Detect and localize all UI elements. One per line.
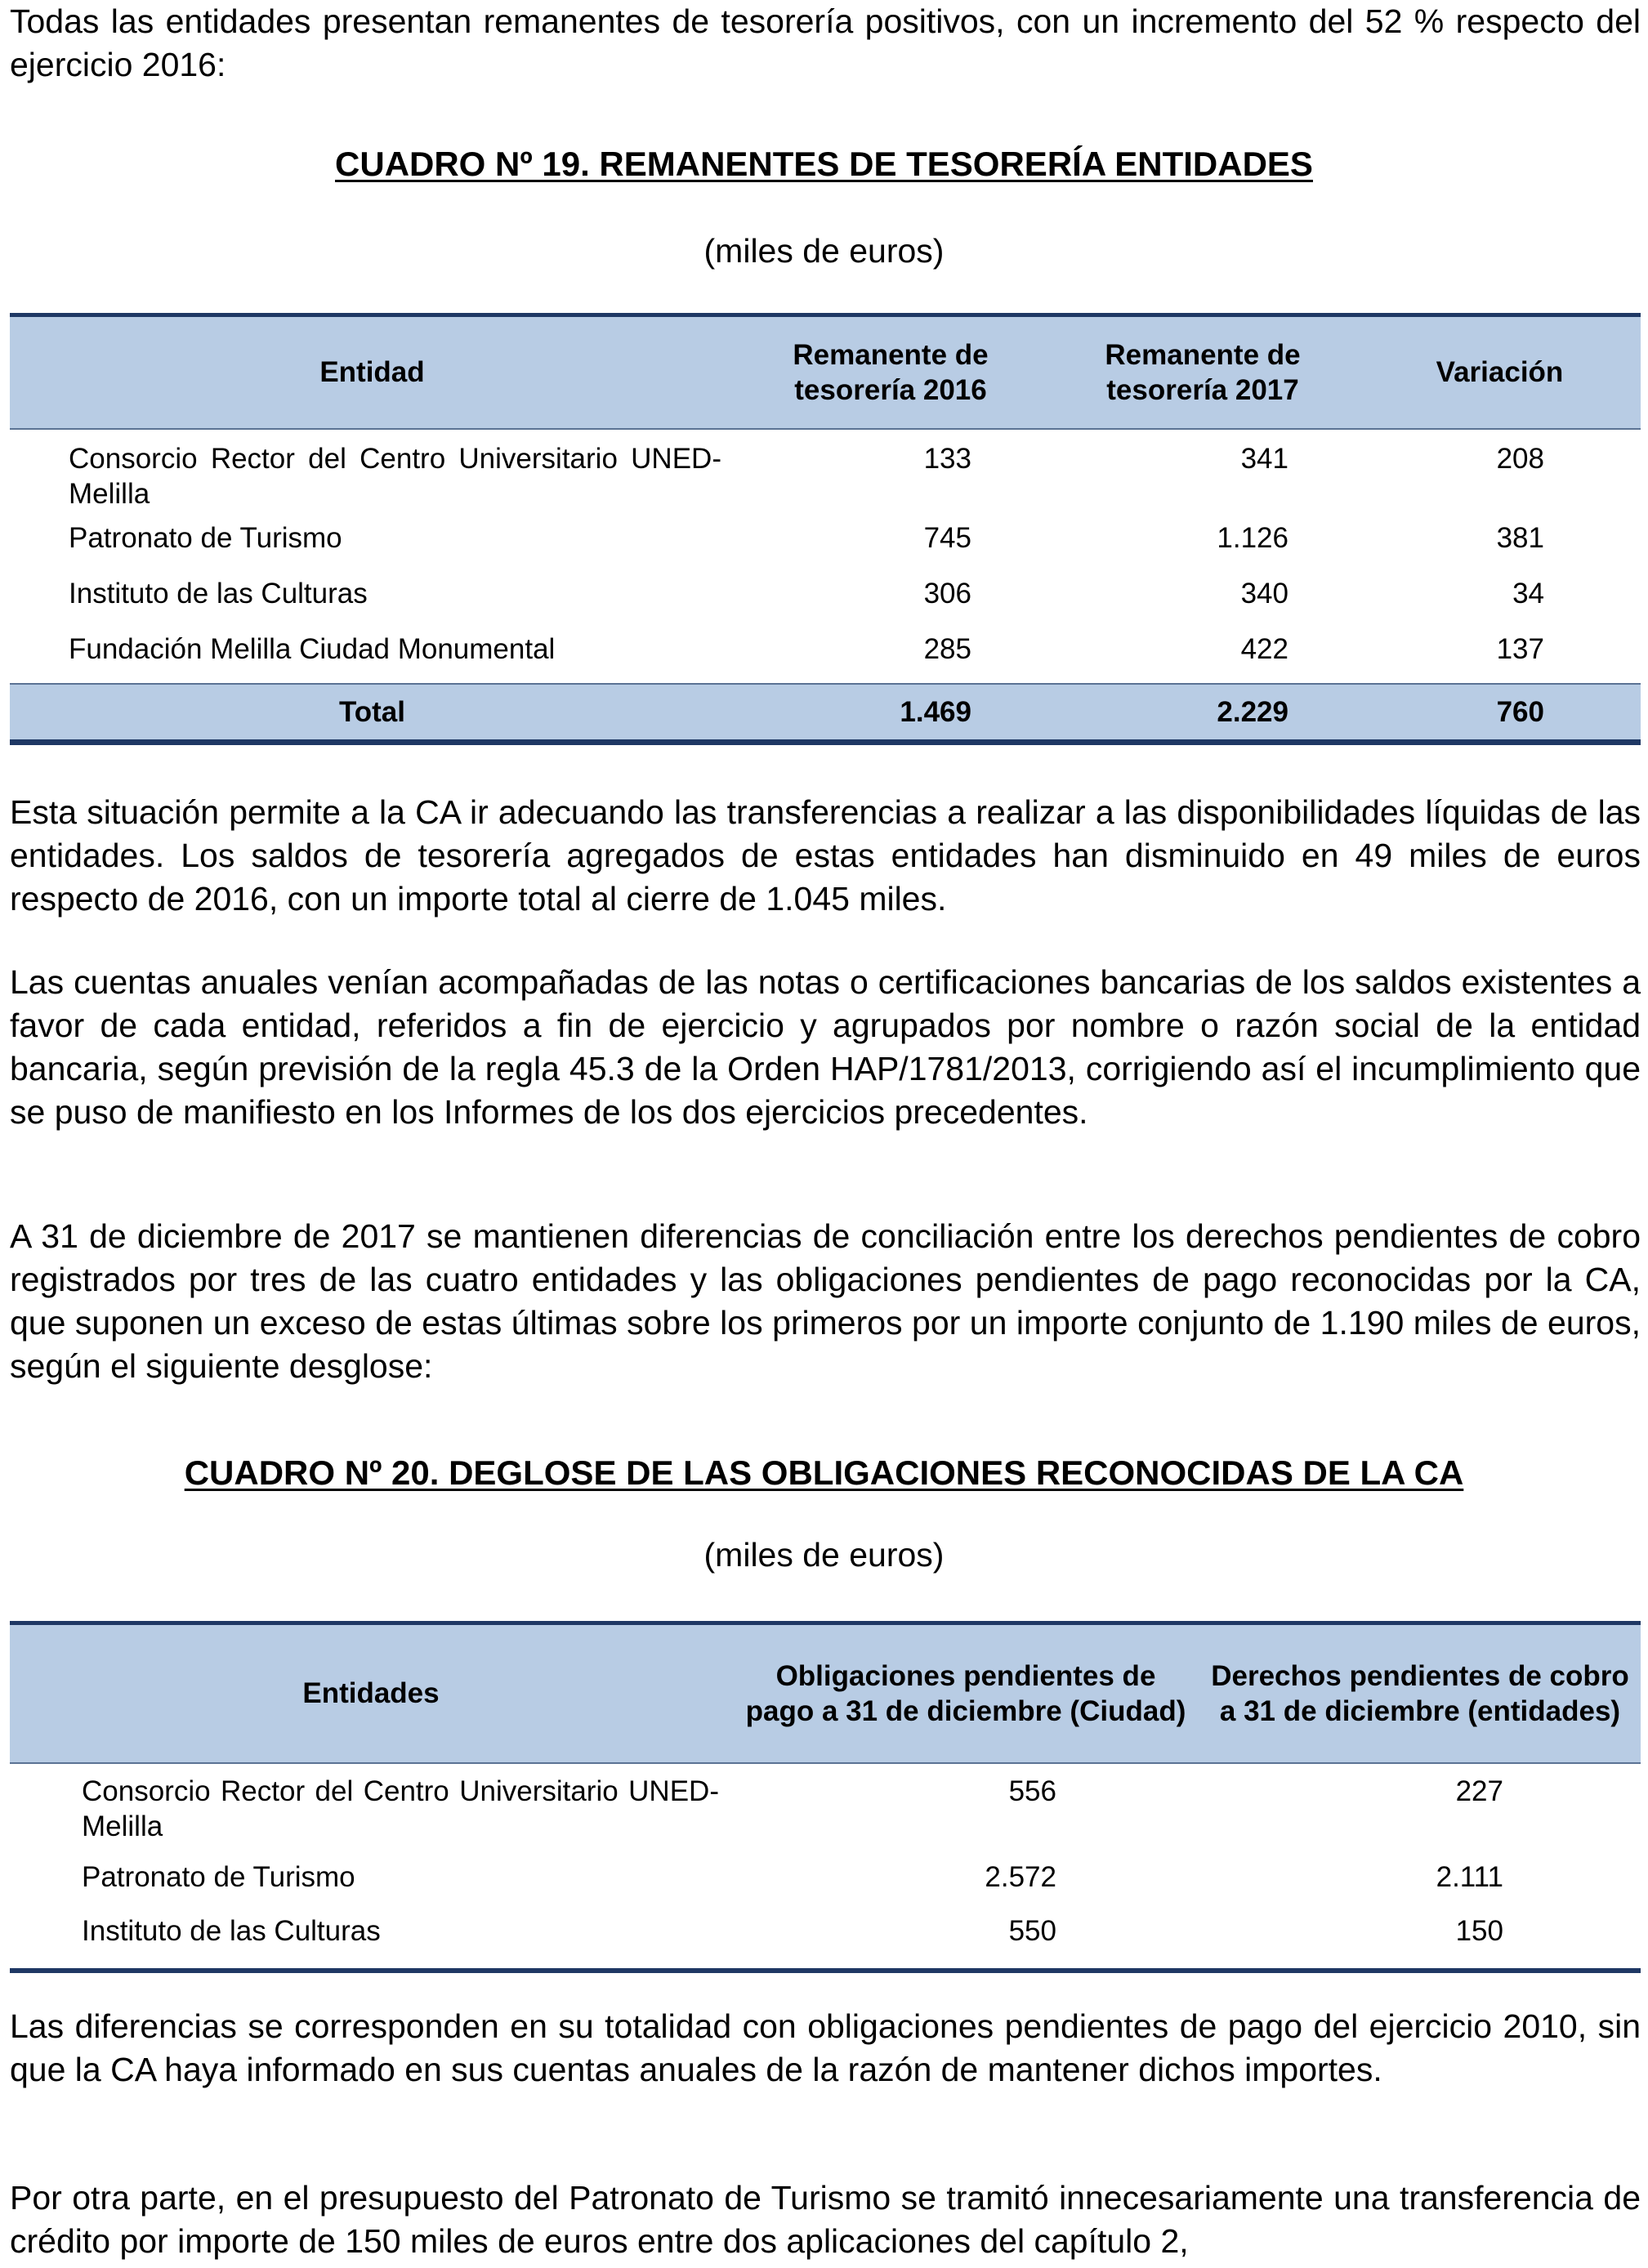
total-value: 2.229 <box>1047 684 1359 743</box>
table-20 <box>10 1621 1641 1973</box>
table-row <box>10 1855 1641 1910</box>
header-remanente-2017: Remanente de tesorería 2017 <box>1047 315 1359 429</box>
header-obligaciones-pendientes: Obligaciones pendientes de pago a 31 de diciembre (Ciudad) <box>732 1623 1199 1763</box>
table-19-header-row <box>10 315 1641 429</box>
header-variacion: Variación <box>1359 315 1641 429</box>
cell-entidad: Patronato de Turismo <box>82 1860 355 1893</box>
cell-entidad: Patronato de Turismo <box>69 521 342 554</box>
cell-value: 285 <box>923 632 971 665</box>
total-label: Total <box>10 684 735 743</box>
cell-entidad: Consorcio Rector del Centro Universitario UNED-Melilla <box>82 1775 719 1842</box>
cell-entidad: Instituto de las Culturas <box>69 577 368 609</box>
cell-value: 227 <box>1455 1775 1503 1807</box>
paragraph-situacion: Esta situación permite a la CA ir adecuando las transferencias a realizar a las disponibilidades líquidas de las entidades. Los saldos de tesorería agregados de estas entidades han disminuido en 49 miles de euros respecto de 2016, con un importe total al cierre de 1.045 miles. <box>10 793 1641 917</box>
cell-value: 745 <box>923 521 971 554</box>
paragraph-intro: Todas las entidades presentan remanentes de tesorería positivos, con un incremento del 52 % respecto del ejercicio 2016: <box>10 2 1641 83</box>
table-20-units: (miles de euros) <box>703 1536 945 1574</box>
header-remanente-2016: Remanente de tesorería 2016 <box>735 315 1047 429</box>
table-19 <box>10 313 1641 745</box>
header-entidad: Entidad <box>10 315 735 429</box>
table-20-title: CUADRO Nº 20. DEGLOSE DE LAS OBLIGACIONES RECONOCIDAS DE LA CA <box>184 1453 1464 1492</box>
table-row <box>10 628 1641 684</box>
cell-value: 381 <box>1496 521 1544 554</box>
cell-value: 341 <box>1240 442 1288 475</box>
table-20-header-row <box>10 1623 1641 1763</box>
cell-value: 208 <box>1496 442 1544 475</box>
cell-entidad: Instituto de las Culturas <box>10 1910 732 1971</box>
table-row <box>10 517 1641 573</box>
table-row <box>10 429 1641 517</box>
table-row <box>10 1763 1641 1855</box>
cell-value: 556 <box>1008 1775 1056 1807</box>
cell-entidad: Consorcio Rector del Centro Universitario UNED-Melilla <box>69 442 721 510</box>
cell-value: 550 <box>732 1910 1199 1971</box>
cell-value: 2.111 <box>1436 1860 1503 1893</box>
cell-value: 150 <box>1199 1910 1641 1971</box>
cell-value: 340 <box>1240 577 1288 609</box>
cell-value: 1.126 <box>1217 521 1288 554</box>
table-19-units: (miles de euros) <box>703 232 945 270</box>
cell-value: 133 <box>923 442 971 475</box>
cell-value: 34 <box>1512 577 1544 609</box>
table-row <box>10 1910 1641 1971</box>
cell-value: 2.572 <box>985 1860 1056 1893</box>
header-entidades: Entidades <box>10 1623 732 1763</box>
paragraph-cuentas-anuales: Las cuentas anuales venían acompañadas de las notas o certificaciones bancarias de los saldos existentes a favor de cada entidad, referidos a fin de ejercicio y agrupados por nombre o razón social de la entidad bancaria, según previsión de la regla 45.3 de la Orden HAP/1781/2013, corrigiendo así el incumplimiento que se puso de manifiesto en los Informes de los dos ejercicios precedentes. <box>10 963 1641 1131</box>
cell-entidad: Fundación Melilla Ciudad Monumental <box>69 632 556 665</box>
header-derechos-pendientes: Derechos pendientes de cobro a 31 de diciembre (entidades) <box>1199 1623 1641 1763</box>
paragraph-conciliacion: A 31 de diciembre de 2017 se mantienen diferencias de conciliación entre los derechos pendientes de cobro registrados por tres de las cuatro entidades y las obligaciones pendientes de pago reconocidas por la CA, que suponen un exceso de estas últimas sobre los primeros por un importe conjunto de 1.190 miles de euros, según el siguiente desglose: <box>10 1217 1641 1385</box>
table-19-title: CUADRO Nº 19. REMANENTES DE TESORERÍA ENTIDADES <box>335 145 1313 183</box>
paragraph-diferencias: Las diferencias se corresponden en su totalidad con obligaciones pendientes de pago del ejercicio 2010, sin que la CA haya informado en sus cuentas anuales de la razón de mantener dichos importes. <box>10 2007 1641 2088</box>
table-row <box>10 573 1641 628</box>
cell-value: 422 <box>1240 632 1288 665</box>
total-value: 1.469 <box>735 684 1047 743</box>
total-value: 760 <box>1359 684 1641 743</box>
table-19-total-row <box>10 684 1641 743</box>
cell-value: 137 <box>1496 632 1544 665</box>
paragraph-patronato: Por otra parte, en el presupuesto del Patronato de Turismo se tramitó innecesariamente una transferencia de crédito por importe de 150 miles de euros entre dos aplicaciones del capítulo 2, <box>10 2179 1641 2260</box>
cell-value: 306 <box>923 577 971 609</box>
